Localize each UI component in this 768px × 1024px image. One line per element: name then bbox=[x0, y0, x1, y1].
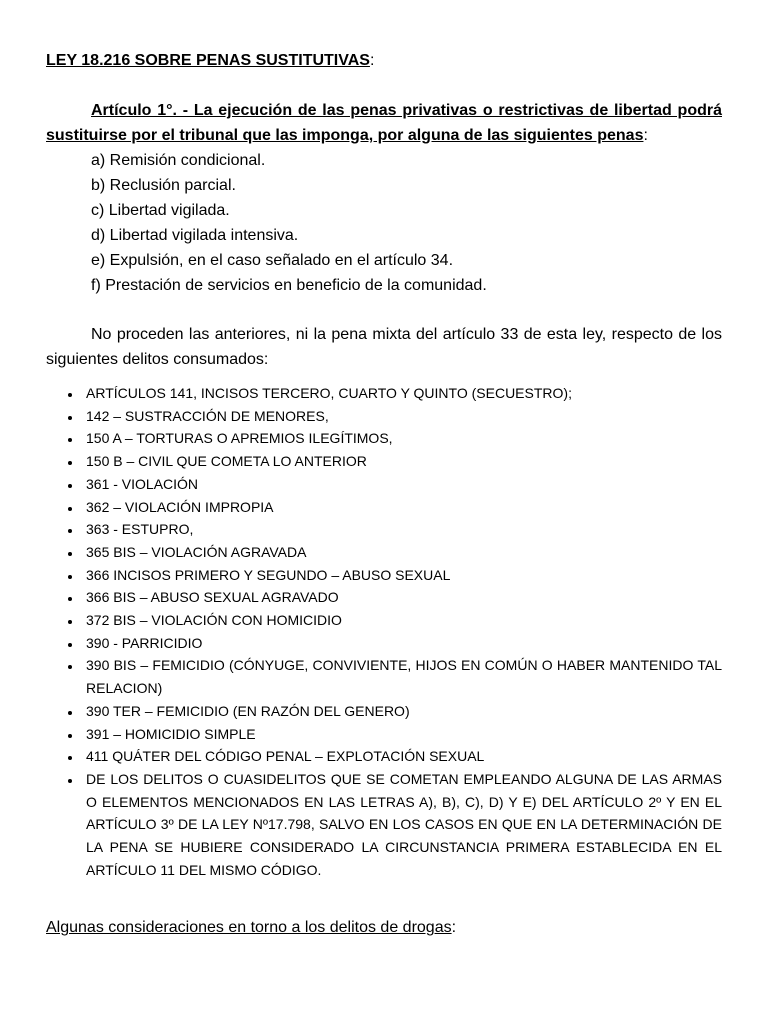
crime-item: • 366 BIS – ABUSO SEXUAL AGRAVADO bbox=[82, 586, 722, 609]
penalty-item: e) Expulsión, en el caso señalado en el artículo 34. bbox=[91, 252, 454, 269]
penalty-item: d) Libertad vigilada intensiva. bbox=[91, 227, 299, 244]
crime-item: • 142 – SUSTRACCIÓN DE MENORES, bbox=[82, 405, 722, 428]
law-title: LEY 18.216 SOBRE PENAS SUSTITUTIVAS bbox=[46, 52, 370, 69]
crime-item: • 363 - ESTUPRO, bbox=[82, 518, 722, 541]
exclusion-paragraph: No proceden las anteriores, ni la pena mixta del artículo 33 de esta ley, respecto de los siguientes delitos consumados: bbox=[46, 326, 722, 368]
article-1-heading bbox=[46, 98, 722, 148]
section-heading bbox=[46, 917, 722, 939]
penalty-item: f) Prestación de servicios en beneficio de la comunidad. bbox=[91, 277, 487, 294]
excluded-crimes-list bbox=[46, 382, 722, 881]
crime-item: • 361 - VIOLACIÓN bbox=[82, 473, 722, 496]
crime-item: • DE LOS DELITOS O CUASIDELITOS QUE SE COMETAN EMPLEANDO ALGUNA DE LAS ARMAS O ELEMENTOS MENCIONADOS EN LAS LETRAS A), B), C), D) Y E) DEL ARTÍCULO 2º Y EN EL ARTÍCULO 3º DE LA LEY Nº17.798, SALVO EN LOS CASOS EN QUE EN LA DETERMINACIÓN DE LA PENA SE HUBIERE CONSIDERADO LA CIRCUNSTANCIA PRIMERA ESTABLECIDA EN EL ARTÍCULO 11 DEL MISMO CÓDIGO. bbox=[82, 768, 722, 882]
article-1-text: Artículo 1°. - La ejecución de las penas privativas o restrictivas de libertad podrá sustituirse por el tribunal que las imponga, por alguna de las siguientes penas bbox=[46, 102, 722, 144]
penalty-item: b) Reclusión parcial. bbox=[91, 177, 236, 194]
crime-item: • 362 – VIOLACIÓN IMPROPIA bbox=[82, 496, 722, 519]
article-colon: : bbox=[643, 127, 648, 144]
crime-item: • 150 A – TORTURAS O APREMIOS ILEGÍTIMOS, bbox=[82, 427, 722, 450]
penalty-item: c) Libertad vigilada. bbox=[91, 202, 230, 219]
penalty-list bbox=[46, 148, 722, 298]
crime-item: • 366 INCISOS PRIMERO Y SEGUNDO – ABUSO SEXUAL bbox=[82, 564, 722, 587]
crime-item: • ARTÍCULOS 141, INCISOS TERCERO, CUARTO Y QUINTO (SECUESTRO); bbox=[82, 382, 722, 405]
crime-item: • 390 BIS – FEMICIDIO (CÓNYUGE, CONVIVIENTE, HIJOS EN COMÚN O HABER MANTENIDO TAL RELACION) bbox=[82, 654, 722, 699]
section-colon: : bbox=[451, 919, 457, 937]
crime-item: • 365 BIS – VIOLACIÓN AGRAVADA bbox=[82, 541, 722, 564]
title-colon: : bbox=[369, 52, 375, 69]
crime-item: • 390 - PARRICIDIO bbox=[82, 632, 722, 655]
crime-item: • 391 – HOMICIDIO SIMPLE bbox=[82, 723, 722, 746]
crime-item: • 150 B – CIVIL QUE COMETA LO ANTERIOR bbox=[82, 450, 722, 473]
drug-crimes-heading: Algunas consideraciones en torno a los delitos de drogas bbox=[46, 919, 452, 937]
crime-item: • 411 QUÁTER DEL CÓDIGO PENAL – EXPLOTACIÓN SEXUAL bbox=[82, 745, 722, 768]
crime-item: • 390 TER – FEMICIDIO (EN RAZÓN DEL GENERO) bbox=[82, 700, 722, 723]
penalty-item: a) Remisión condicional. bbox=[91, 152, 266, 169]
document-title bbox=[46, 50, 722, 72]
crime-item: • 372 BIS – VIOLACIÓN CON HOMICIDIO bbox=[82, 609, 722, 632]
